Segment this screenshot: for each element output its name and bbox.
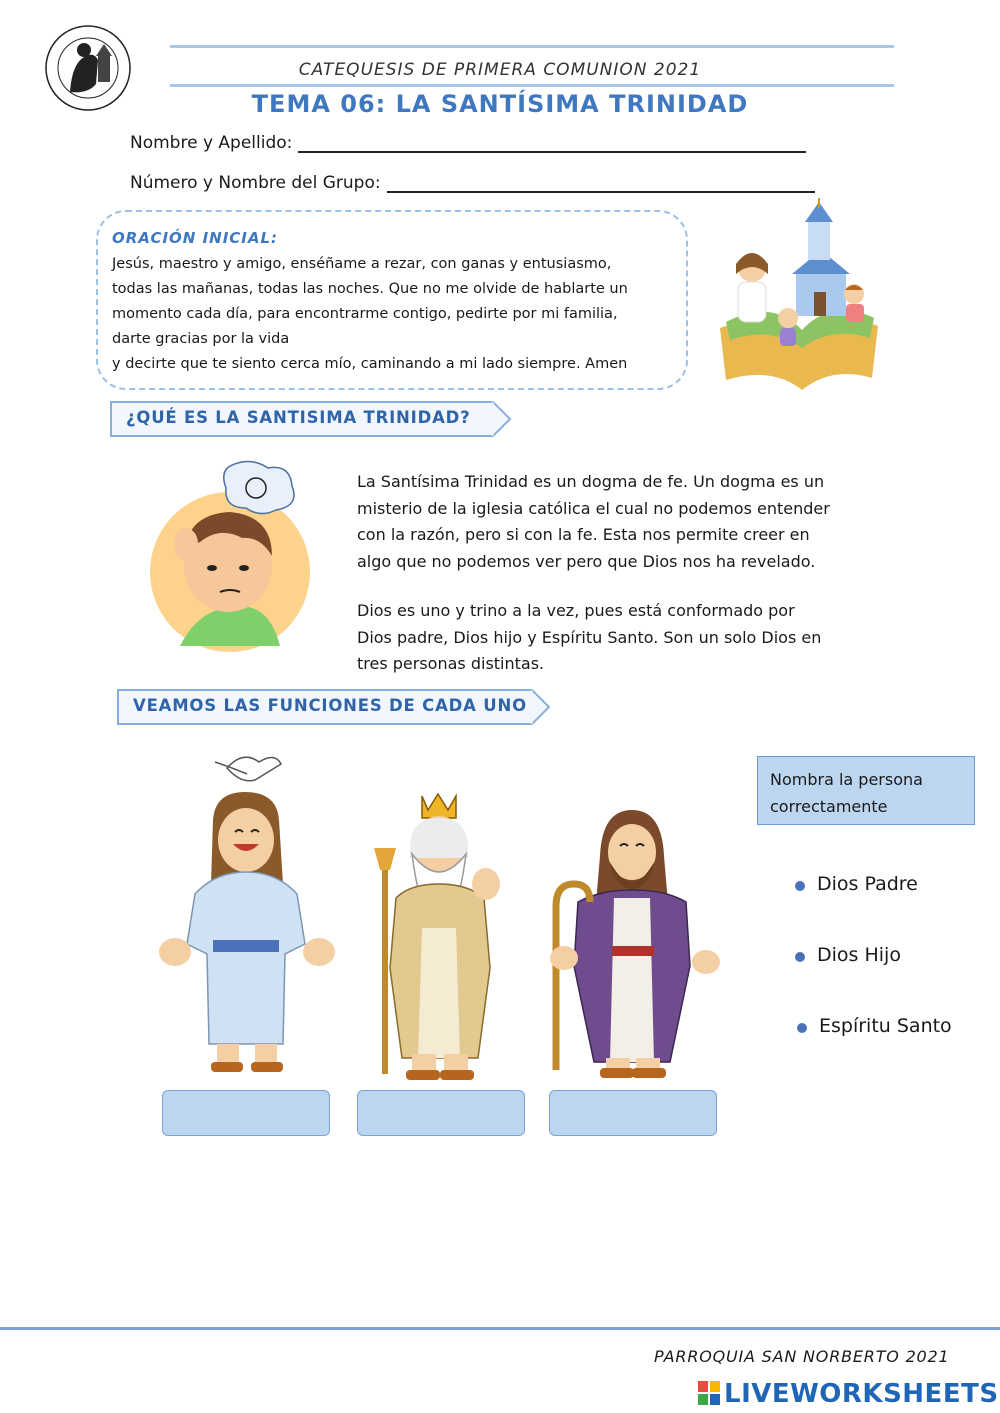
- banner-text: ¿QUÉ ES LA SANTISIMA TRINIDAD?: [126, 408, 471, 427]
- paragraph-line: tres personas distintas.: [357, 654, 545, 673]
- liveworksheets-logo-icon: [698, 1381, 720, 1405]
- banner-arrow-tip: [531, 689, 551, 725]
- instruction-line: Nombra la persona: [770, 770, 923, 789]
- instruction-box: [757, 756, 975, 825]
- figure-holy-spirit: [155, 744, 340, 1080]
- option-label: Espíritu Santo: [819, 1015, 952, 1037]
- name-field: [130, 133, 806, 153]
- instruction-text: [770, 766, 923, 820]
- option-dios-hijo[interactable]: [817, 944, 901, 966]
- answer-box-3[interactable]: [549, 1090, 717, 1136]
- name-answer-line[interactable]: [298, 133, 806, 153]
- option-label: Dios Hijo: [817, 944, 901, 966]
- answer-box-1[interactable]: [162, 1090, 330, 1136]
- paragraph-line: misterio de la iglesia católica el cual no podemos entender: [357, 498, 830, 518]
- paragraph-line: algo que no podemos ver pero que Dios nos ha revelado.: [357, 551, 816, 571]
- trinity-paragraph-1: [357, 469, 867, 575]
- page-title: TEMA 06: LA SANTÍSIMA TRINIDAD: [251, 90, 749, 118]
- liveworksheets-brand: LIVEWORKSHEETS: [724, 1379, 999, 1409]
- group-field: [130, 173, 815, 193]
- prayer-title: ORACIÓN INICIAL:: [112, 229, 279, 247]
- option-dios-padre[interactable]: [817, 873, 918, 895]
- prayer-line: y decirte que te siento cerca mío, caminando a mi lado siempre. Amen: [112, 356, 628, 372]
- paragraph-line: La Santísima Trinidad es un dogma de fe. Un dogma es un: [357, 472, 825, 491]
- prayer-line: momento cada día, para encontrarme contigo, pedirte por mi familia,: [112, 306, 618, 322]
- bullet-icon: [795, 881, 805, 891]
- paragraph-line: con la razón, pero si con la fe. Esta nos permite creer en: [357, 525, 810, 544]
- paragraph-line: Dios padre, Dios hijo y Espíritu Santo. Son un solo Dios en: [357, 627, 822, 647]
- footer-rule: [0, 1327, 1000, 1330]
- bullet-icon: [797, 1023, 807, 1033]
- group-label: Número y Nombre del Grupo:: [130, 173, 381, 193]
- group-answer-line[interactable]: [387, 173, 815, 193]
- footer-text: PARROQUIA SAN NORBERTO 2021: [654, 1347, 950, 1366]
- trinity-paragraph-2: [357, 598, 867, 678]
- name-label: Nombre y Apellido:: [130, 133, 293, 153]
- thinking-boy-illustration: [150, 456, 315, 654]
- church-book-illustration: [712, 198, 882, 394]
- section-banner-trinity: [110, 401, 492, 437]
- section-banner-functions: [117, 689, 531, 725]
- figure-god-father: [360, 788, 505, 1080]
- prayer-line: todas las mañanas, todas las noches. Que no me olvide de hablarte un: [112, 281, 628, 297]
- header-rule-top: [170, 45, 894, 48]
- answer-box-2[interactable]: [357, 1090, 525, 1136]
- banner-text: VEAMOS LAS FUNCIONES DE CADA UNO: [133, 696, 527, 715]
- figure-jesus: [520, 806, 720, 1080]
- prayer-line: Jesús, maestro y amigo, enséñame a rezar, con ganas y entusiasmo,: [112, 256, 612, 272]
- prayer-line: darte gracias por la vida: [112, 331, 290, 347]
- header-rule-bottom: [170, 84, 894, 87]
- instruction-line: correctamente: [770, 797, 888, 816]
- option-espiritu-santo[interactable]: [819, 1015, 952, 1037]
- option-label: Dios Padre: [817, 873, 918, 895]
- header-subtitle: CATEQUESIS DE PRIMERA COMUNION 2021: [298, 60, 702, 80]
- banner-arrow-tip: [492, 401, 512, 437]
- paragraph-line: Dios es uno y trino a la vez, pues está conformado por: [357, 601, 795, 620]
- bullet-icon: [795, 952, 805, 962]
- prayer-text: [112, 252, 662, 377]
